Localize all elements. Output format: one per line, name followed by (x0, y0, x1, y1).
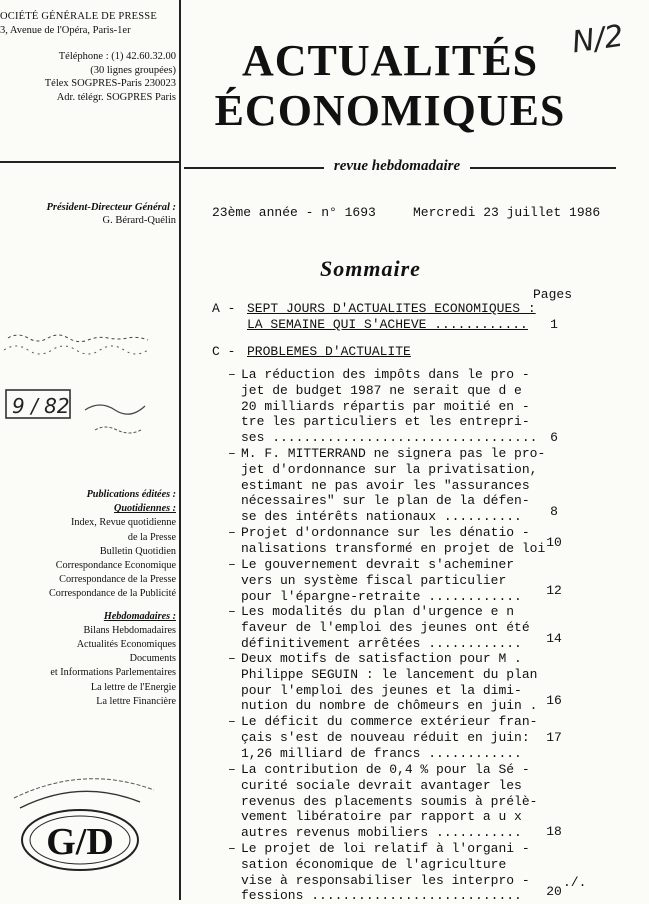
toc-item-line: pour l'emploi des jeunes et la dimi- (241, 682, 522, 698)
toc-item-line: définitivement arrêtées ............ (241, 635, 522, 651)
daily-item: Correspondance Economique (55, 560, 176, 572)
page-number: 10 (546, 535, 562, 550)
toc-item-line: Les modalités du plan d'urgence e n (241, 604, 515, 619)
publisher-telex: Télex SOGPRES-Paris 230023 (44, 78, 176, 89)
issue-number: 23ème année - n° 1693 (212, 205, 376, 220)
toc-item-line: se des intérêts nationaux .......... (241, 509, 522, 525)
weekly-item: La lettre Financière (96, 695, 176, 707)
toc-item-line: jet de budget 1987 ne serait que d e (241, 382, 522, 398)
sidebar-divider (179, 0, 181, 900)
toc-item-line: nécessaires" sur le plan de la défen- (241, 493, 530, 509)
weekly-item: La lettre de l'Energie (90, 681, 176, 693)
gd-logo (0, 768, 175, 878)
continuation-mark: ./. (563, 875, 587, 890)
header-divider (0, 161, 179, 163)
page-number: 1 (550, 317, 558, 332)
page-number: 6 (550, 430, 558, 445)
toc-item-line: Le déficit du commerce extérieur fran- (241, 714, 538, 729)
daily-heading: Quotidiennes : (114, 503, 176, 515)
toc-item-line: ses .................................. (241, 430, 538, 446)
section-letter: A - (212, 301, 236, 316)
handwritten-annotation: N/2 (569, 18, 626, 61)
section-title (247, 344, 547, 360)
toc-item-line: curité sociale devrait avantager les (241, 777, 522, 793)
masthead-subtitle: revue hebdomadaire (333, 158, 461, 174)
toc-item-line: nalisations transformé en projet de loi (241, 540, 546, 556)
daily-item: Correspondance de la Presse (59, 574, 176, 586)
weekly-item: et Informations Parlementaires (50, 667, 176, 679)
section-title-line: PROBLEMES D'ACTUALITE (247, 344, 411, 359)
toc-item-line: estimant ne pas avoir les "assurances (241, 477, 530, 493)
toc-item-line: nution du nombre de chômeurs en juin . (241, 698, 538, 714)
toc-item-line: sation économique de l'agriculture (241, 856, 507, 872)
publisher-name: OCIÉTÉ GÉNÉRALE DE PRESSE (0, 11, 157, 22)
page-number: 12 (546, 583, 562, 598)
toc-item-line: Deux motifs de satisfaction pour M . (241, 651, 522, 666)
toc-item-line: autres revenus mobiliers ........... (241, 825, 522, 841)
toc-item-line: pour l'épargne-retraite ............ (241, 588, 522, 604)
director-block (0, 201, 176, 227)
issue-date: Mercredi 23 juillet 1986 (413, 205, 601, 220)
publisher-block (0, 10, 176, 104)
toc-item-line: Projet d'ordonnance sur les dénatio - (241, 525, 530, 540)
toc-item-line: vement libératoire par rapport a u x (241, 809, 522, 825)
director-role: Président-Directeur Général : (46, 202, 176, 213)
publisher-lines: (30 lignes groupées) (90, 64, 176, 76)
toc-item-line: Philippe SEGUIN : le lancement du plan (241, 666, 538, 682)
weekly-item: Actualités Economiques (76, 639, 176, 651)
section-title-line: SEPT JOURS D'ACTUALITES ECONOMIQUES : (247, 301, 536, 316)
sommaire-title: Sommaire (320, 256, 421, 281)
daily-item: de la Presse (127, 531, 176, 543)
daily-item: Bulletin Quotidien (99, 545, 176, 557)
toc-item-line: vise à responsabiliser les interpro - (241, 872, 530, 888)
daily-item: Index, Revue quotidienne (71, 517, 176, 529)
subtitle-rule-right (470, 167, 616, 169)
pages-label: Pages (533, 287, 573, 302)
svg-text:9 / 82: 9 / 82 (12, 394, 70, 418)
weekly-heading: Hebdomadaires : (103, 610, 176, 622)
toc-item-line: M. F. MITTERRAND ne signera pas le pro- (241, 446, 546, 461)
publications-list (0, 488, 176, 709)
masthead-title (200, 36, 580, 136)
masthead-line1: ACTUALITÉS (241, 36, 539, 85)
section-title (247, 301, 547, 333)
toc-item-line: La réduction des impôts dans le pro - (241, 367, 530, 382)
section-letter: C - (212, 344, 236, 359)
page-number: 14 (546, 631, 562, 646)
page-number: 16 (546, 693, 562, 708)
logo-letters: G/D (46, 821, 114, 863)
toc-item-line: Le gouvernement devrait s'acheminer (241, 557, 515, 572)
section-title-line: LA SEMAINE QUI S'ACHEVE ............ (247, 316, 528, 332)
subtitle-rule-left (184, 167, 324, 169)
toc-item-line: jet d'ordonnance sur la privatisation, (241, 461, 538, 477)
page-number: 17 (546, 730, 562, 745)
masthead-line2: ÉCONOMIQUES (214, 86, 566, 135)
page-number: 20 (546, 884, 562, 899)
toc-item-line: 20 milliards répartis par moitié en - (241, 398, 530, 414)
toc-item-line: tre les particuliers et les entrepri- (241, 414, 530, 430)
stamp-mark (0, 320, 172, 440)
toc-item-line: çais s'est de nouveau réduit en juin: (241, 729, 530, 745)
weekly-item: Bilans Hebdomadaires (83, 624, 176, 636)
page-number: 8 (550, 504, 558, 519)
publisher-telegraph: Adr. télégr. SOGPRES Paris (56, 91, 176, 103)
toc-item-line: vers un système fiscal particulier (241, 572, 507, 588)
toc-item-line: faveur de l'emploi des jeunes ont été (241, 619, 530, 635)
weekly-item: Documents (129, 653, 176, 665)
toc-item-line: 1,26 milliard de francs ............ (241, 745, 522, 761)
toc-item-line: Le projet de loi relatif à l'organi - (241, 841, 530, 856)
publisher-phone: Téléphone : (1) 42.60.32.00 (58, 51, 176, 62)
toc-item-line: revenus des placements soumis à prélè- (241, 793, 538, 809)
toc-item-line: La contribution de 0,4 % pour la Sé - (241, 762, 530, 777)
page-number: 18 (546, 824, 562, 839)
publisher-address: 3, Avenue de l'Opéra, Paris-1er (0, 24, 131, 36)
publications-heading: Publications éditées : (86, 489, 176, 500)
daily-item: Correspondance de la Publicité (48, 588, 176, 600)
director-name: G. Bérard-Quélin (102, 215, 176, 226)
toc-item-line: fessions ........................... (241, 888, 522, 904)
